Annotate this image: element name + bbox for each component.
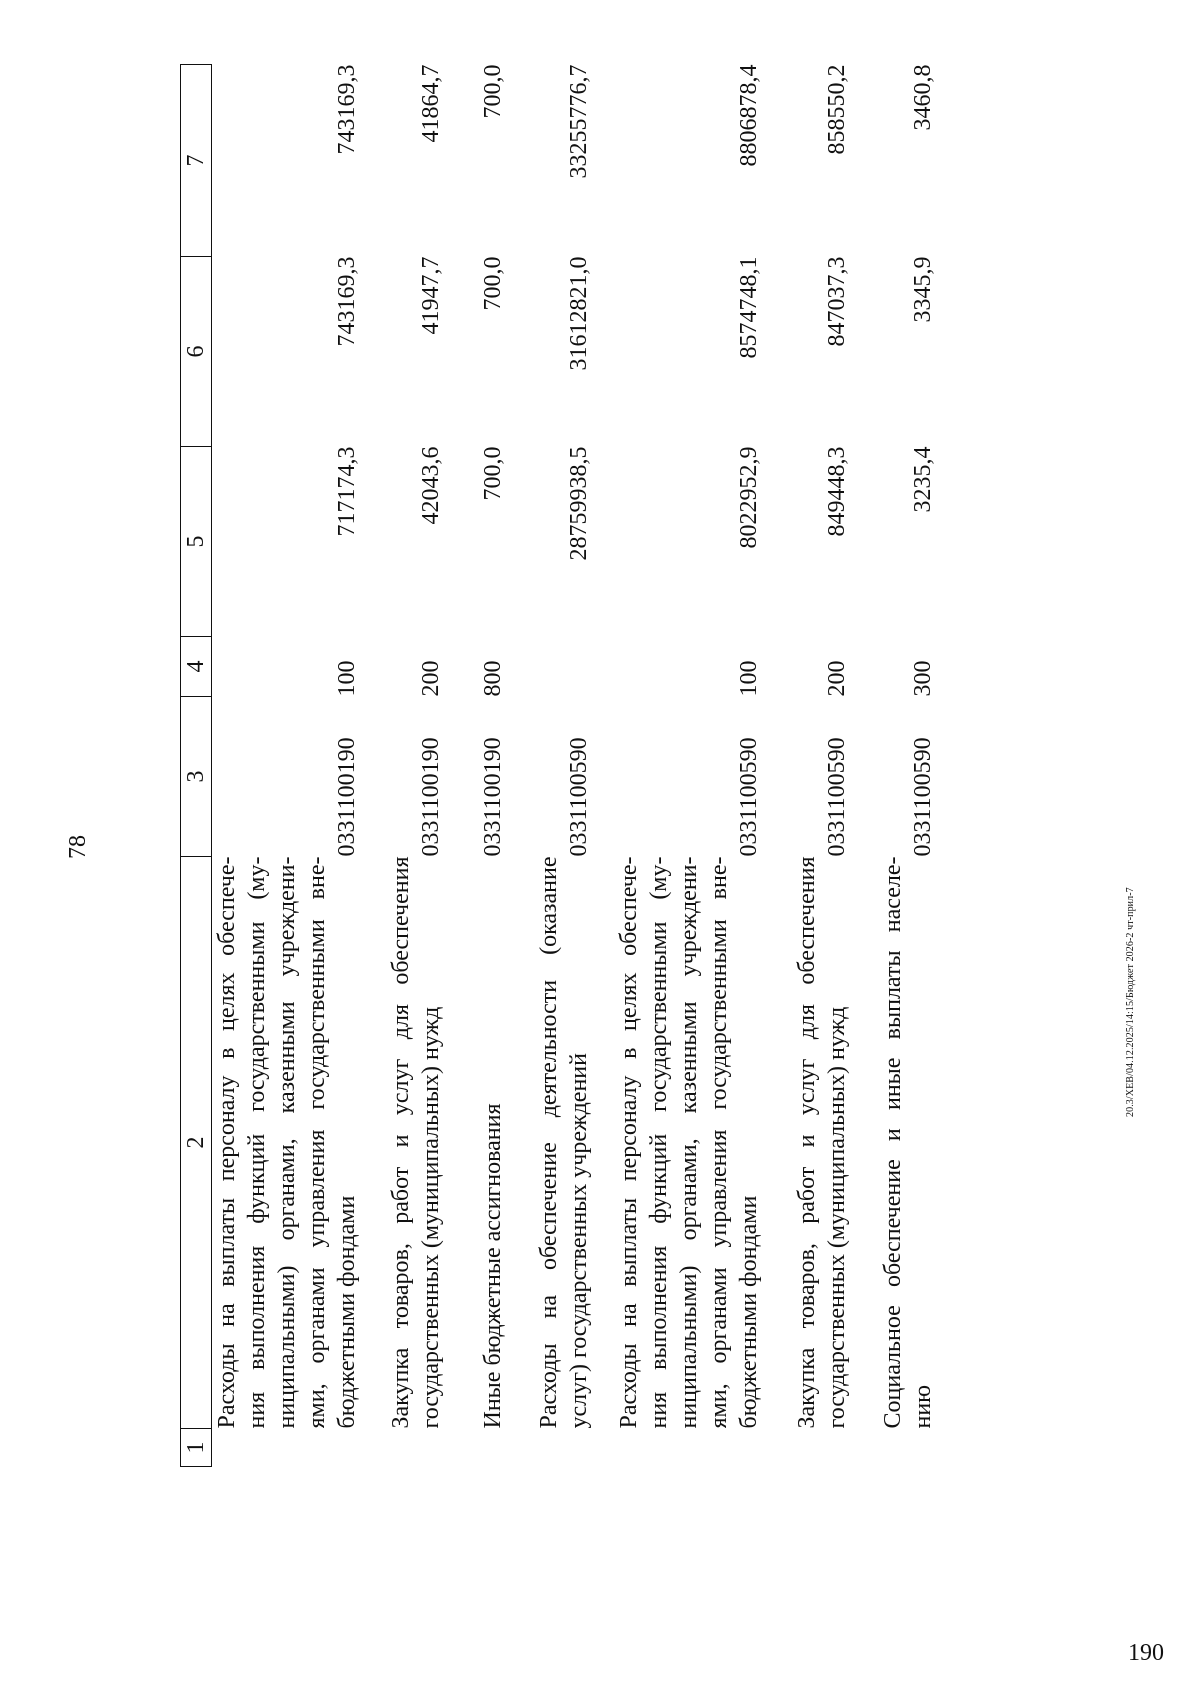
cell-col1 [456, 1429, 518, 1467]
cell-description [372, 857, 456, 1429]
cell-description [212, 857, 373, 1429]
description-line: услуг) государственных учреждений [566, 1053, 592, 1429]
header-cell-4: 4 [181, 637, 212, 697]
table-row [456, 65, 518, 1467]
cell-target-code: 0331100590 [910, 737, 936, 857]
description-line: бюджетными фондами [736, 1195, 762, 1429]
cell-target-code: 0331100190 [480, 737, 506, 857]
cell-col1 [862, 1429, 948, 1467]
cell-description [456, 857, 518, 1429]
cell-col1 [604, 1429, 774, 1467]
cell-amount-col7: 700,0 [480, 64, 506, 119]
cell-amount-col6: 847037,3 [824, 256, 850, 347]
header-cell-2: 2 [181, 857, 212, 1429]
cell-description [774, 857, 862, 1429]
cell-target-code: 0331100590 [736, 737, 762, 857]
description-line: Расходы на выплаты персоналу в целях обеспече- [214, 856, 240, 1429]
description-line: ния выполнения функций государственными (му- [646, 856, 672, 1429]
budget-table [180, 64, 948, 1467]
description-line: Закупка товаров, работ и услуг для обеспечения [388, 856, 414, 1429]
cell-amount-col5: 3235,4 [910, 446, 936, 513]
description-line: Иные бюджетные ассигнования [480, 1103, 506, 1429]
cell-expense-type: 100 [736, 660, 762, 697]
table-row [604, 65, 774, 1467]
cell-col1 [212, 1429, 373, 1467]
table-row [862, 65, 948, 1467]
cell-amount-col5: 28759938,5 [566, 446, 592, 561]
cell-amount-col7: 743169,3 [334, 64, 360, 155]
cell-amount-col7: 33255776,7 [566, 64, 592, 179]
table-row [212, 65, 373, 1467]
cell-expense-type [518, 637, 604, 697]
description-line: Расходы на обеспечение деятельности (оказание [536, 856, 562, 1429]
header-cell-5: 5 [181, 447, 212, 637]
cell-expense-type: 800 [480, 660, 506, 697]
description-line: ния выполнения функций государственными (му- [244, 856, 270, 1429]
sheet-number: 190 [1128, 1640, 1164, 1666]
cell-target-code: 0331100590 [566, 737, 592, 857]
description-line: ниципальными) органами, казенными учреждени- [274, 856, 300, 1429]
description-line: Расходы на выплаты персоналу в целях обеспече- [616, 856, 642, 1429]
header-cell-7: 7 [181, 65, 212, 257]
cell-amount-col6: 41947,7 [418, 256, 444, 335]
cell-col1 [518, 1429, 604, 1467]
header-cell-1: 1 [181, 1429, 212, 1467]
cell-amount-col6: 8574748,1 [736, 256, 762, 359]
description-line: государственных (муниципальных) нужд [418, 1006, 444, 1429]
description-line: государственных (муниципальных) нужд [824, 1006, 850, 1429]
cell-amount-col5: 8022952,9 [736, 446, 762, 549]
header-row [181, 65, 212, 1467]
cell-amount-col7: 3460,8 [910, 64, 936, 131]
cell-amount-col7: 8806878,4 [736, 64, 762, 167]
page-number: 78 [65, 835, 91, 859]
cell-target-code: 0331100190 [334, 737, 360, 857]
cell-amount-col6: 31612821,0 [566, 256, 592, 371]
table-row [518, 65, 604, 1467]
header-cell-6: 6 [181, 257, 212, 447]
description-line: ями, органами управления государственными вне- [706, 856, 732, 1429]
cell-expense-type: 200 [824, 660, 850, 697]
cell-description [518, 857, 604, 1429]
description-line: Социальное обеспечение и иные выплаты населе- [880, 856, 906, 1429]
description-line: бюджетными фондами [334, 1195, 360, 1429]
description-line: ниципальными) органами, казенными учреждени- [676, 856, 702, 1429]
cell-expense-type: 300 [910, 660, 936, 697]
header-cell-3: 3 [181, 697, 212, 857]
cell-target-code: 0331100590 [824, 737, 850, 857]
cell-amount-col5: 42043,6 [418, 446, 444, 525]
description-line: ями, органами управления государственными вне- [304, 856, 330, 1429]
table-row [372, 65, 456, 1467]
cell-description [604, 857, 774, 1429]
cell-target-code: 0331100190 [418, 737, 444, 857]
cell-amount-col7: 41864,7 [418, 64, 444, 143]
cell-amount-col5: 700,0 [480, 446, 506, 501]
cell-amount-col6: 700,0 [480, 256, 506, 311]
table-row [774, 65, 862, 1467]
cell-expense-type: 100 [334, 660, 360, 697]
cell-description [862, 857, 948, 1429]
cell-amount-col5: 849448,3 [824, 446, 850, 537]
cell-amount-col7: 858550,2 [824, 64, 850, 155]
cell-amount-col6: 743169,3 [334, 256, 360, 347]
cell-amount-col5: 717174,3 [334, 446, 360, 537]
description-line: нию [910, 1384, 936, 1429]
cell-expense-type: 200 [418, 660, 444, 697]
footer-document-code: 20.3/ХЕВ/04.12.2025/14:15/Бюджет 2026-2 чт-прил-7 [1125, 887, 1136, 1117]
cell-col1 [774, 1429, 862, 1467]
description-line: Закупка товаров, работ и услуг для обеспечения [794, 856, 820, 1429]
cell-amount-col6: 3345,9 [910, 256, 936, 323]
cell-col1 [372, 1429, 456, 1467]
